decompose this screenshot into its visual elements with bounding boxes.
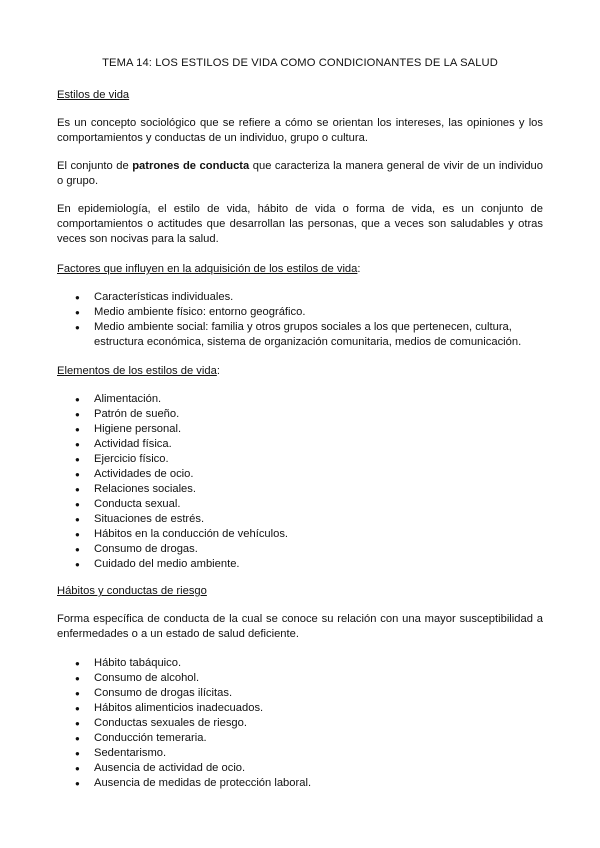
habitos-para-block [57,612,543,642]
list-item: ● Características individuales. [57,290,543,305]
estilos-paragraph-1: Es un concepto sociológico que se refiere a cómo se orientan los intereses, las opiniones y los comportamientos y conductas de un individuo, grupo o cultura. [57,117,543,144]
list-item: ● Cuidado del medio ambiente. [57,557,543,572]
list-item: ● Situaciones de estrés. [57,512,543,527]
section-estilos-heading [57,88,543,103]
list-item: ● Hábitos alimenticios inadecuados. [57,701,543,716]
list-item: ● Consumo de alcohol. [57,671,543,686]
elementos-heading: Elementos de los estilos de vida [57,365,217,377]
factores-list-block [57,290,543,350]
para2-text-post: que caracteriza la manera general de vivir de un individuo o grupo. [57,160,543,187]
list-item: ● Medio ambiente social: familia y otros grupos sociales a los que pertenecen, cultura, estructura económica, sistema de organización comunitaria, medios de comunicación. [57,320,543,350]
list-item: ● Conducción temeraria. [57,731,543,746]
list-item: ● Actividades de ocio. [57,467,543,482]
elementos-heading-colon: : [216,365,220,377]
para2-bold-term: patrones de conducta [132,160,250,172]
estilos-paragraph-3: En epidemiología, el estilo de vida, hábito de vida o forma de vida, es un conjunto de comportamientos o actitudes que desarrollan las personas, que a veces son saludables y otras veces son nocivas para la salud. [57,203,543,245]
list-item: ● Patrón de sueño. [57,407,543,422]
list-item: ● Sedentarismo. [57,746,543,761]
estilos-para2-block [57,159,543,189]
list-item: ● Actividad física. [57,437,543,452]
habitos-list-block [57,656,543,791]
elementos-list-block [57,392,543,572]
list-item: ● Hábitos en la conducción de vehículos. [57,527,543,542]
page-title: TEMA 14: LOS ESTILOS DE VIDA COMO CONDICIONANTES DE LA SALUD [102,57,498,69]
list-item: ● Ausencia de medidas de protección laboral. [57,776,543,791]
estilos-paragraph-2 [57,159,543,189]
estilos-heading: Estilos de vida [57,89,130,101]
elementos-list [57,392,543,572]
habitos-heading: Hábitos y conductas de riesgo [57,585,207,597]
list-item: ● Medio ambiente físico: entorno geográfico. [57,305,543,320]
list-item: ● Ausencia de actividad de ocio. [57,761,543,776]
habitos-paragraph: Forma específica de conducta de la cual se conoce su relación con una mayor susceptibilidad a enfermedades o a un estado de salud deficiente. [57,613,543,640]
para2-text-pre: El conjunto de [57,160,133,172]
list-item: ● Consumo de drogas. [57,542,543,557]
elementos-heading-block [57,364,543,379]
factores-heading-colon: : [357,263,361,275]
list-item: ● Relaciones sociales. [57,482,543,497]
list-item: ● Conductas sexuales de riesgo. [57,716,543,731]
habitos-list [57,656,543,791]
list-item: ● Alimentación. [57,392,543,407]
factores-heading-line [57,262,543,277]
estilos-para1-block [57,116,543,146]
list-item: ● Consumo de drogas ilícitas. [57,686,543,701]
list-item: ● Hábito tabáquico. [57,656,543,671]
factores-heading-block [57,262,543,277]
list-item: ● Conducta sexual. [57,497,543,512]
habitos-heading-block [57,584,543,599]
list-item: ● Ejercicio físico. [57,452,543,467]
list-item: ● Higiene personal. [57,422,543,437]
estilos-para3-block [57,202,543,247]
factores-list [57,290,543,350]
elementos-heading-line [57,364,543,379]
factores-heading: Factores que influyen en la adquisición de los estilos de vida [57,263,358,275]
